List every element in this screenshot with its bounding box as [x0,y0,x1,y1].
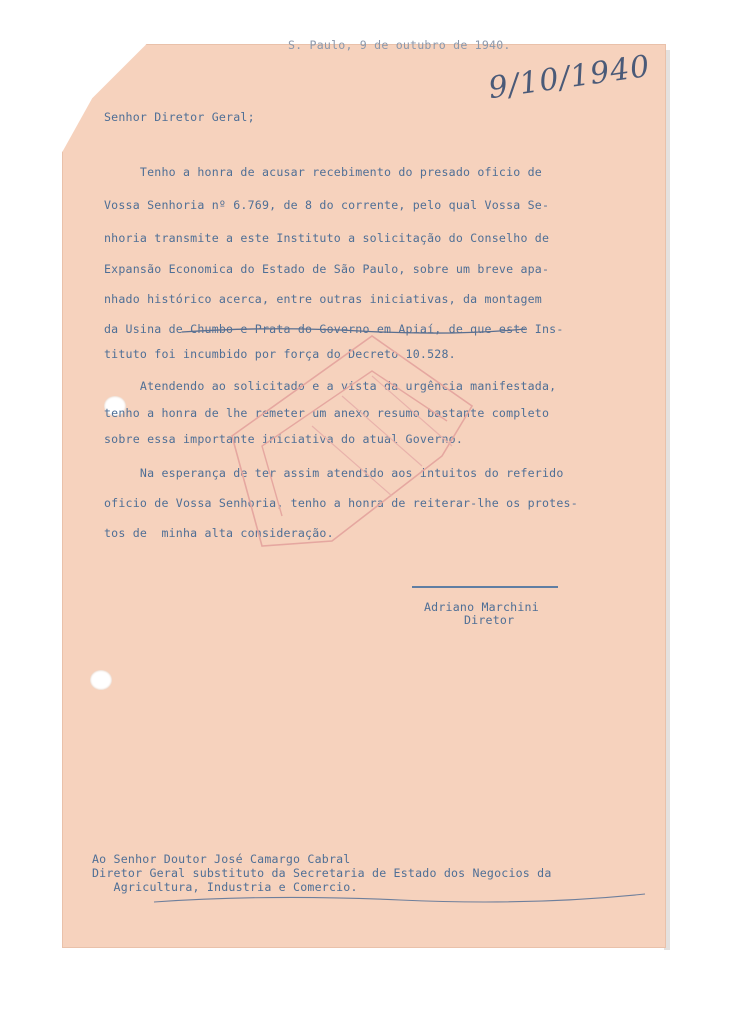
addressee-line: Diretor Geral substituto da Secretaria de Estado dos Negocios da [92,866,552,880]
body-line: Na esperança de ter assim atendido aos intuitos do referido [104,466,564,480]
body-line: oficio de Vossa Senhoria, tenho a honra de reiterar-lhe os protes- [104,496,578,510]
handwritten-date: 9/10/1940 [486,48,653,107]
body-line: tos de minha alta consideração. [104,526,334,540]
addressee-line: Agricultura, Industria e Comercio. [92,880,358,894]
signature-line [412,586,558,588]
stamp-mark [222,316,482,556]
body-line: tenho a honra de lhe remeter um anexo resumo bastante completo [104,406,550,420]
body-line: da Usina de Chumbo e Prata do Governo em Apiaí, de que este Ins- [104,322,564,336]
body-line: nhoria transmite a este Instituto a solicitação do Conselho de [104,231,550,245]
body-line: Tenho a honra de acusar recebimento do presado oficio de [104,165,542,179]
body-line: Expansão Economica do Estado de São Paulo, sobre um breve apa- [104,262,550,276]
addressee-line: Ao Senhor Doutor José Camargo Cabral [92,852,351,866]
body-line: tituto foi incumbido por força do Decreto 10.528. [104,347,456,361]
signatory-title: Diretor [464,613,515,627]
body-line: sobre essa importante iniciativa do atual Governo. [104,432,464,446]
salutation: Senhor Diretor Geral; [104,110,255,124]
letter-dateline: S. Paulo, 9 de outubro de 1940. [288,38,511,52]
body-line: nhado histórico acerca, entre outras iniciativas, da montagem [104,292,542,306]
signatory-name: Adriano Marchini [424,600,539,614]
body-line: Vossa Senhoria nº 6.769, de 8 do corrente, pelo qual Vossa Se- [104,198,550,212]
handdrawn-underline-address [150,888,650,908]
punch-hole-bottom [90,670,112,690]
body-line: Atendendo ao solicitado e a vista da urgência manifestada, [104,379,557,393]
